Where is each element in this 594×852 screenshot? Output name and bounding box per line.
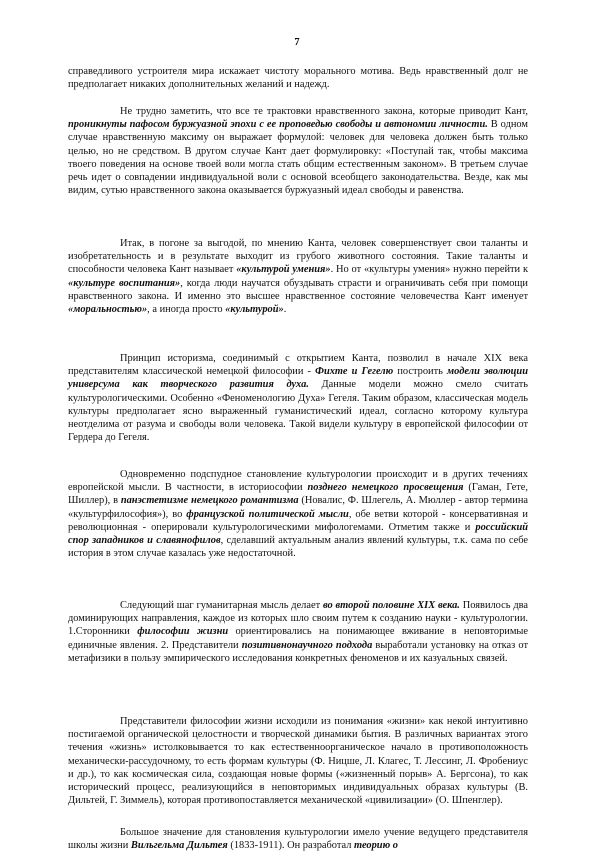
body-text: построить bbox=[393, 366, 448, 378]
paragraph-4 bbox=[68, 352, 528, 444]
body-text: В одном случае нравственную максиму он выражает формулой: человек для человека должен быть только целью, но не средством. В другом случае Кант дает формулировку: «Поступай так, чтобы максима твоего поведения на основе твоей воли могла стать общим естественным законом». В третьем случае речь идет о совпадении индивидуальной воли с основой всеобщего законодательства. Везде, как мы видим, сутью нравственного закона оказывается буржуазный идеал свободы и равенства. bbox=[68, 119, 528, 197]
body-text: справедливого устроителя мира искажает чистоту морального мотива. Ведь нравственный долг не предполагает никаких дополнительных желаний и надежд. bbox=[68, 66, 528, 91]
emphasized-text: панэстетизме немецкого романтизма bbox=[120, 495, 299, 507]
emphasized-text: философии жизни bbox=[137, 626, 229, 638]
body-text: Следующий шаг гуманитарная мысль делает bbox=[120, 600, 323, 611]
paragraph-3 bbox=[68, 237, 528, 316]
paragraph-5 bbox=[68, 468, 528, 560]
body-text: Данные модели можно смело считать культурологическими. Особенно «Феноменологию Духа» Гегеля. Таким образом, классическая модель культуры предполагает ясно выраженный гуманистический идеал, согласно которому культура неотделима от разума и свободы воли человека. Такой видели культуру в европейской философии от Гердера до Гегеля. bbox=[68, 379, 528, 444]
emphasized-text: российский спор западников и славянофилов bbox=[68, 521, 528, 547]
body-text: выработали установку на отказ от метафизики в пользу эмпирического исследования конкретных феноменов и их казуальных связей. bbox=[68, 639, 528, 664]
emphasized-text: «культурой» bbox=[225, 304, 284, 316]
body-text: Представители философии жизни исходили из понимания «жизни» как некой интуитивно постигаемой органической целостности и творческой динамики бытия. В различных вариантах этого течения «жизнь» истолковывается то как естественноорганическое начало в противоположность механически-рассудочному, то есть формам культуры (Ф. Ницше, Л. Клагес, Т. Лессинг, Л. Фробениус и др.), то как космическая сила, создающая новые формы («жизненный порыв» А. Бергсона), то как исторический процесс, реализующийся в неповторимых индивидуальных образах культуры (В. Дильтей, Г. Зиммель), которая противопоставляется механической «цивилизации» (О. Шпенглер). bbox=[68, 716, 528, 807]
emphasized-text: проникнуты пафосом буржуазной эпохи с ее проповедью свободы и автономии личности. bbox=[68, 119, 488, 131]
body-text: Принцип историзма, соединимый с открытием Канта, позволил в начале XIX века представителям классической немецкой философии - bbox=[68, 353, 528, 378]
paragraph-7 bbox=[68, 715, 528, 807]
emphasized-text: «моральностью» bbox=[68, 304, 148, 316]
body-text: (Новалис, Ф. Шлегель, А. Мюллер - автор термина «культурфилософия»), во bbox=[68, 495, 528, 520]
emphasized-text: модели эволюции универсума как творческого развития духа. bbox=[68, 366, 528, 391]
emphasized-text: Вильгельма Дильтея bbox=[130, 840, 228, 852]
body-text: Появилось два доминирующих направления, каждое из которых шло своим путем к созданию науки - культурологии. 1.Сторонники bbox=[68, 600, 529, 638]
body-text: (1833-1911). Он разработал bbox=[227, 840, 354, 852]
body-text: Итак, в погоне за выгодой, по мнению Канта, человек совершенствует свои таланты и изобретательность и в результате выходит из грубого животного состояния. Такие таланты и способности человека Кант называет bbox=[68, 238, 528, 276]
paragraph-2 bbox=[68, 105, 528, 197]
emphasized-text: «культурой умения» bbox=[236, 264, 331, 276]
paragraph-6 bbox=[68, 599, 528, 665]
emphasized-text: теорию о bbox=[354, 840, 398, 852]
emphasized-text: французской политической мысли bbox=[186, 508, 349, 520]
body-text: (Гаман, Гете, Шиллер), в bbox=[68, 482, 528, 507]
emphasized-text: «культуре воспитания» bbox=[68, 277, 181, 289]
emphasized-text: позднего немецкого просвещения bbox=[307, 482, 464, 494]
paragraph-8 bbox=[68, 826, 528, 852]
page-number: 7 bbox=[294, 37, 300, 48]
emphasized-text: Фихте и Гегелю bbox=[315, 366, 394, 378]
body-text: Не трудно заметить, что все те трактовки нравственного закона, которые приводит Кант, bbox=[120, 106, 528, 117]
body-text: , когда люди научатся обуздывать страсти и ограничивать себя при помощи нравственного закона. И именно это высшее нравственное состояние человечества Кант именует bbox=[68, 277, 528, 302]
body-text: Одновременно подспудное становление культурологии происходит и в других течениях европейской мысли. В частности, в историософии bbox=[68, 469, 528, 494]
body-text: , а иногда просто bbox=[147, 304, 226, 316]
body-text: , обе ветви которой - консервативная и революционная - оперировали культурологическими мифологемами. Отметим также и bbox=[68, 508, 528, 533]
emphasized-text: во второй половине XIX века. bbox=[322, 600, 460, 611]
body-text: . Но от «культуры умения» нужно перейти к bbox=[330, 264, 528, 276]
paragraph-1 bbox=[68, 65, 528, 91]
body-text: , сделавший актуальным анализ явлений культуры, т.к. сама по себе история в этом случае казалась уже недостаточной. bbox=[68, 535, 529, 560]
body-text: ориентировались на понимающее вживание в неповторимые единичные явления. 2. Представители bbox=[68, 626, 528, 651]
body-text: Большое значение для становления культурологии имело учение ведущего представителя школы жизни bbox=[68, 827, 528, 852]
body-text: . bbox=[283, 304, 287, 316]
emphasized-text: позитивнонаучного подхода bbox=[241, 639, 373, 651]
